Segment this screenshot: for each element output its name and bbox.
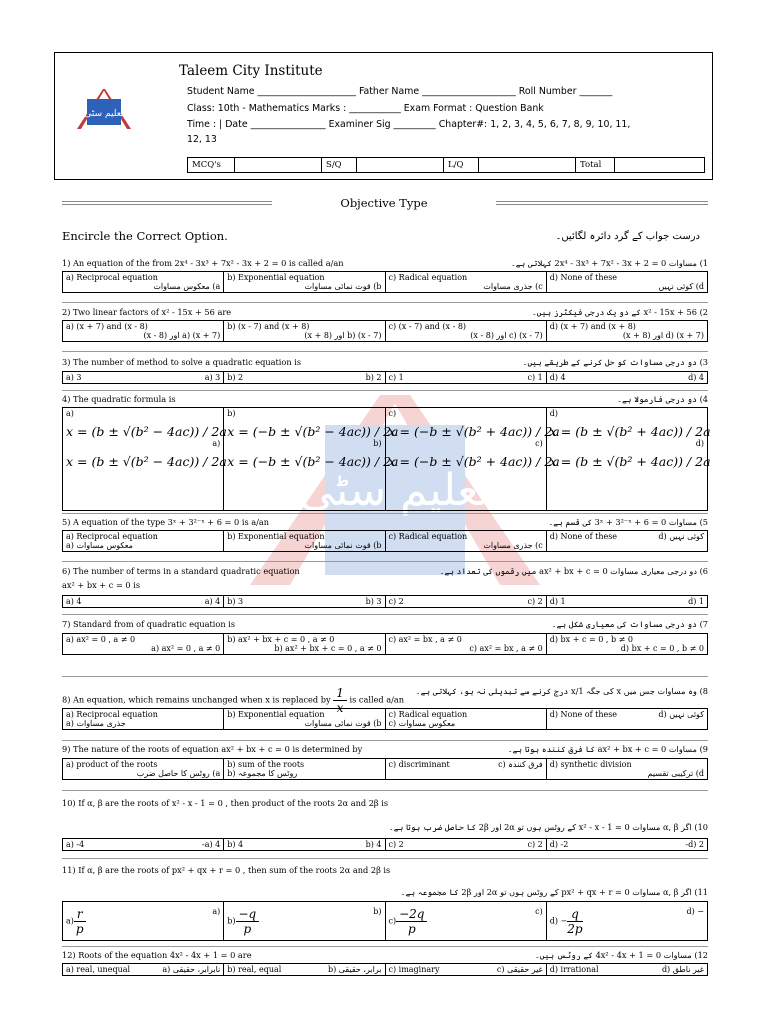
option-en: a) real, unequal: [66, 965, 131, 974]
question-10-en: 10) If α, β are the roots of x² - x - 1 = 0 , then product of the roots 2α and 2β is: [62, 798, 389, 808]
option-en: d) None of these: [549, 710, 618, 719]
option-ur: c) جذری مساوات: [483, 282, 543, 291]
option-a[interactable]: [63, 964, 224, 976]
option-c[interactable]: [385, 634, 546, 655]
option-en: d) bx + c = 0 , b ≠ 0: [549, 635, 633, 644]
option-ur: d) 1: [688, 597, 704, 606]
option-a[interactable]: [63, 839, 224, 851]
option-ur: d) کوئی نہیں: [658, 532, 704, 541]
marks-label-lq: L/Q: [444, 158, 479, 173]
options-q10: [62, 838, 708, 851]
option-ur: b): [373, 906, 382, 916]
question-separator: [62, 390, 708, 391]
question-5-ur: 5) مساوات 3ˣ + 3²⁻ˣ + 6 = 0 کی قسم ہے۔: [548, 517, 708, 527]
options-q11: [62, 901, 708, 941]
option-b[interactable]: [224, 902, 385, 941]
option-ur: c) غیر حقیقی: [496, 965, 543, 974]
logo-text: تعلیم سٹی: [84, 109, 124, 119]
option-en: d): [549, 409, 558, 418]
question-10: [62, 798, 708, 810]
option-b[interactable]: [224, 596, 385, 608]
option-en: a) Reciprocal equation: [66, 532, 158, 541]
option-d[interactable]: [546, 272, 707, 293]
option-en: d) 4: [549, 373, 566, 382]
option-c[interactable]: [385, 408, 560, 511]
option-en: b): [227, 409, 236, 418]
question-11-ur-line: [62, 887, 708, 899]
option-en: c) Radical equation: [388, 532, 468, 541]
option-en: d) synthetic division: [549, 760, 632, 769]
option-d[interactable]: [546, 839, 707, 851]
option-b[interactable]: [224, 272, 385, 293]
question-6-en-line2: ax² + bx + c = 0 is: [62, 580, 141, 590]
option-en: d) -2: [549, 840, 569, 849]
option-a[interactable]: [63, 902, 224, 941]
option-d[interactable]: [546, 964, 707, 976]
question-3-ur: 3) دو درجی مساوات کو حل کرنے کے طریقے ہیں۔: [522, 357, 708, 367]
option-ur: b) 2: [365, 373, 382, 382]
option-ur: d): [695, 439, 704, 448]
option-ur: b) 3: [365, 597, 382, 606]
option-en: b) Exponential equation: [227, 710, 325, 719]
formula-1: x = (−b ± √(b² − 4ac)) / 2a: [227, 424, 399, 439]
fraction-numerator: q: [567, 907, 582, 922]
question-12: [62, 950, 708, 962]
options-q6: [62, 595, 708, 608]
option-d[interactable]: [546, 531, 707, 552]
institute-logo: [75, 87, 133, 131]
option-d[interactable]: [546, 759, 707, 780]
option-en: a) (x + 7) and (x - 8): [66, 322, 148, 331]
question-6-en: 6) The number of terms in a standard quadratic equation: [62, 566, 300, 576]
question-11-ur: 11) اگر α, β مساوات px² + qx + r = 0 کے روٹس ہوں تو 2α اور 2β کا مجموعہ ہے۔: [400, 887, 708, 897]
option-b[interactable]: [224, 408, 399, 511]
marks-table: [187, 157, 705, 173]
option-ur: a) ax² = 0 , a ≠ 0: [151, 644, 221, 653]
option-en: c) 1: [388, 373, 404, 382]
marks-box-mcq: [235, 158, 322, 173]
option-a[interactable]: [63, 321, 224, 342]
option-ur: -d) 2: [685, 840, 704, 849]
option-b[interactable]: [224, 964, 385, 976]
question-5: [62, 517, 708, 529]
question-7-ur: 7) دو درجی مساوات کی معیاری شکل ہے۔: [551, 619, 708, 629]
student-info-line: Student Name _____________________ Father Name ____________________ Roll Number _______: [187, 86, 613, 97]
options-q7: [62, 633, 708, 655]
option-en: c) (x - 7) and (x - 8): [388, 322, 467, 331]
marks-label-mcq: MCQ's: [188, 158, 235, 173]
question-11-en: 11) If α, β are the roots of px² + qx + r = 0 , then sum of the roots 2α and 2β is: [62, 865, 391, 875]
chapter-info-line: 12, 13: [187, 134, 217, 145]
question-separator: [62, 351, 708, 352]
question-separator: [62, 614, 708, 615]
options-q12: [62, 963, 708, 976]
question-3-en: 3) The number of method to solve a quadratic equation is: [62, 357, 302, 367]
option-ur: c): [535, 906, 543, 916]
option-b[interactable]: [224, 321, 385, 342]
question-separator: [62, 946, 708, 947]
option-ur: a) جذری مساوات: [66, 719, 126, 728]
time-info-line: Time : | Date ________________ Examiner Sig _________ Chapter#: 1, 2, 3, 4, 5, 6, 7, 8, 9, 10, 11,: [187, 119, 631, 130]
option-en: b): [227, 916, 236, 925]
option-ur: d) کوئی نہیں: [658, 710, 704, 719]
formula-1: x = (b ± √(b² − 4ac)) / 2a: [66, 424, 227, 439]
option-b[interactable]: [224, 709, 385, 730]
option-en: c) imaginary: [388, 965, 440, 974]
option-ur: b) (x - 7) اور (x + 8): [304, 331, 382, 340]
option-ur: b) قوت نمائی مساوات: [304, 541, 382, 550]
option-c[interactable]: [385, 709, 546, 730]
formula-2: x = (b ± √(b² − 4ac)) / 2a: [66, 454, 227, 469]
question-4-ur: 4) دو درجی فارمولا ہے۔: [617, 394, 708, 404]
question-9: [62, 744, 708, 756]
question-1: [62, 258, 708, 270]
question-9-en: 9) The nature of the roots of equation ax² + bx + c = 0 is determined by: [62, 744, 363, 754]
option-a[interactable]: [63, 372, 224, 384]
option-en: b) Exponential equation: [227, 532, 325, 541]
option-c[interactable]: [385, 759, 546, 780]
question-8-text: 8) An equation, which remains unchanged when x is replaced by: [62, 694, 331, 705]
fraction-numerator: −2q: [396, 907, 427, 922]
option-en: a) 4: [66, 597, 82, 606]
option-c[interactable]: [385, 272, 546, 293]
option-a[interactable]: [63, 596, 224, 608]
fraction-denominator: p: [75, 921, 84, 936]
option-ur: d) غیر ناطق: [661, 965, 704, 974]
option-a[interactable]: [63, 709, 224, 730]
option-en: d) irrational: [549, 965, 599, 974]
header-box: [54, 52, 713, 180]
option-en: b) sum of the roots: [227, 760, 305, 769]
options-q1: [62, 271, 708, 293]
option-d[interactable]: [546, 902, 707, 941]
question-separator: [62, 561, 708, 562]
options-q9: [62, 758, 708, 780]
option-c[interactable]: [385, 964, 546, 976]
fraction: [396, 907, 427, 936]
option-ur: b) ax² + bx + c = 0 , a ≠ 0: [274, 644, 382, 653]
marks-label-total: Total: [576, 158, 615, 173]
option-d[interactable]: [546, 634, 707, 655]
question-7: [62, 619, 708, 631]
option-ur: d) bx + c = 0 , b ≠ 0: [620, 644, 704, 653]
question-separator: [62, 513, 708, 514]
option-en: c) Radical equation: [388, 710, 468, 719]
option-d[interactable]: [546, 408, 711, 511]
option-ur: a) معکوس مساوات: [66, 541, 133, 550]
option-ur: b): [373, 439, 382, 448]
option-c[interactable]: [385, 372, 546, 384]
question-4-en: 4) The quadratic formula is: [62, 394, 176, 404]
question-1-en: 1) An equation of the from 2x⁴ - 3x³ + 7x² - 3x + 2 = 0 is called a/an: [62, 258, 344, 268]
question-10-ur: 10) اگر α, β مساوات x² - x - 1 = 0 کے روٹس ہوں تو 2α اور 2β کا حاصل ضرب ہوتا ہے۔: [388, 822, 708, 832]
option-d[interactable]: [546, 709, 707, 730]
marks-label-sq: S/Q: [322, 158, 357, 173]
option-ur: c) جذری مساوات: [483, 541, 543, 550]
option-ur: a) 3: [204, 373, 221, 382]
option-c[interactable]: [385, 902, 546, 941]
question-7-en: 7) Standard from of quadratic equation is: [62, 619, 236, 629]
option-en: c): [388, 916, 397, 925]
option-en: c) 2: [388, 840, 404, 849]
fraction: [236, 907, 260, 936]
option-en: a) -4: [66, 840, 85, 849]
option-ur: d) −: [686, 906, 704, 916]
option-b[interactable]: [224, 634, 385, 655]
option-ur: b) قوت نمائی مساوات: [304, 719, 382, 728]
option-en: a) Reciprocal equation: [66, 710, 158, 719]
option-ur: d) 4: [688, 373, 704, 382]
option-en: b) 4: [227, 840, 244, 849]
option-en: c) discriminant: [388, 760, 450, 769]
option-ur: a): [212, 439, 221, 448]
formula-2: x = (−b ± √(b² − 4ac)) / 2a: [227, 454, 399, 469]
options-q8: [62, 708, 708, 730]
option-ur: c) 1: [527, 373, 543, 382]
options-q4: [62, 407, 711, 511]
option-ur: a) (x + 7) اور (x - 8): [143, 331, 221, 340]
instruction-ur: درست جواب کے گرد دائرہ لگائیں۔: [555, 231, 700, 242]
option-b[interactable]: [224, 531, 385, 552]
option-en: a): [66, 409, 74, 418]
option-en: c) 2: [388, 597, 404, 606]
option-ur: b) 4: [365, 840, 382, 849]
question-separator: [62, 858, 708, 859]
option-ur: a) 4: [204, 597, 221, 606]
fraction: [567, 907, 582, 936]
fraction-numerator: 1: [333, 686, 347, 701]
option-ur: c): [535, 439, 543, 448]
question-separator: [62, 302, 708, 303]
question-6-ur: 6) دو درجی معیاری مساوات ax² + bx + c = 0 میں رقموں کی تعداد ہے۔: [439, 566, 708, 576]
option-b[interactable]: [224, 839, 385, 851]
question-12-en: 12) Roots of the equation 4x² - 4x + 1 = 0 are: [62, 950, 252, 960]
option-ur: b) روٹس کا مجموعہ: [227, 769, 298, 778]
class-info-line: Class: 10th - Mathematics Marks : ___________ Exam Format : Question Bank: [187, 103, 544, 114]
option-c[interactable]: [385, 531, 546, 552]
fraction-numerator: r: [74, 907, 86, 922]
option-ur: b) قوت نمائی مساوات: [304, 282, 382, 291]
fraction-denominator: p: [407, 921, 416, 936]
option-ur: a): [212, 906, 221, 916]
option-a[interactable]: [63, 531, 224, 552]
question-separator: [62, 676, 708, 677]
question-8-ur: 8) وہ مساوات جس میں x کی جگہ 1/x درج کرنے سے تبدیلی نہ ہو، کہلاتی ہے۔: [415, 686, 708, 696]
option-en: b) real, equal: [227, 965, 282, 974]
option-ur: b) برابر، حقیقی: [327, 965, 382, 974]
option-en: d) 1: [549, 597, 566, 606]
option-a[interactable]: [63, 272, 224, 293]
options-q2: [62, 320, 708, 342]
option-ur: c) فرق کنندہ: [498, 760, 543, 769]
question-separator: [62, 790, 708, 791]
option-c[interactable]: [385, 596, 546, 608]
question-5-en: 5) A equation of the type 3ˣ + 3²⁻ˣ + 6 = 0 is a/an: [62, 517, 270, 527]
option-en: a) ax² = 0 , a ≠ 0: [66, 635, 136, 644]
option-ur: d) (x + 7) اور (x + 8): [622, 331, 704, 340]
option-b[interactable]: [224, 759, 385, 780]
question-11: [62, 865, 708, 877]
option-ur: c) 2: [527, 597, 543, 606]
question-2: [62, 307, 708, 319]
option-en: b) ax² + bx + c = 0 , a ≠ 0: [227, 635, 335, 644]
institute-name: Taleem City Institute: [179, 63, 323, 79]
question-4: [62, 394, 708, 406]
option-ur: c) ax² = bx , a ≠ 0: [469, 644, 543, 653]
question-10-ur-line: [62, 822, 708, 834]
option-c[interactable]: [385, 321, 546, 342]
option-ur: c) معکوس مساوات: [388, 719, 456, 728]
option-en: d) (x + 7) and (x + 8): [549, 322, 636, 331]
option-en: a): [66, 916, 74, 925]
question-3: [62, 357, 708, 369]
fraction-denominator: 2p: [567, 921, 583, 936]
option-c[interactable]: [385, 839, 546, 851]
option-en: a) product of the roots: [66, 760, 158, 769]
marks-box-lq: [479, 158, 576, 173]
marks-box-total: [615, 158, 705, 173]
formula-1: x = (b ± √(b² + 4ac)) / 2a: [549, 424, 711, 439]
marks-box-sq: [357, 158, 444, 173]
question-2-en: 2) Two linear factors of x² - 15x + 56 are: [62, 307, 232, 317]
option-en: d) None of these: [549, 532, 618, 541]
option-a[interactable]: [63, 634, 224, 655]
option-en: b) 3: [227, 597, 244, 606]
options-q5: [62, 530, 708, 552]
option-en: c) Radical equation: [388, 273, 468, 282]
option-en: d) −: [549, 916, 568, 925]
option-ur: a) معکوس مساوات: [153, 282, 221, 291]
option-en: c): [388, 409, 397, 418]
option-ur: d) کوئی نہیں: [658, 282, 704, 291]
option-ur: c) (x - 7) اور (x - 8): [470, 331, 543, 340]
question-separator: [62, 740, 708, 741]
options-q3: [62, 371, 708, 384]
fraction-denominator: x: [336, 701, 344, 715]
option-d[interactable]: [546, 596, 707, 608]
option-en: a) 3: [66, 373, 82, 382]
option-ur: c) 2: [527, 840, 543, 849]
formula-2: x = (b ± √(b² + 4ac)) / 2a: [549, 454, 711, 469]
option-en: b) 2: [227, 373, 244, 382]
option-a[interactable]: [63, 759, 224, 780]
fraction-denominator: p: [243, 921, 252, 936]
fraction-numerator: −q: [236, 907, 260, 922]
option-ur: d) ترکیبی تقسیم: [647, 769, 704, 778]
question-1-ur: 1) مساوات 2x⁴ - 3x³ + 7x² - 3x + 2 = 0 کہلاتی ہے۔: [510, 258, 708, 268]
question-12-ur: 12) مساوات 4x² - 4x + 1 = 0 کے روٹس ہیں۔: [534, 950, 708, 960]
formula-2: x = (−b ± √(b² + 4ac)) / 2a: [388, 454, 560, 469]
section-title: Objective Type: [340, 196, 428, 210]
option-en: a) Reciprocal equation: [66, 273, 158, 282]
option-a[interactable]: [63, 408, 227, 511]
fraction: [74, 907, 86, 936]
question-6: [62, 566, 708, 590]
option-en: d) None of these: [549, 273, 618, 282]
question-9-ur: 9) مساوات ax² + bx + c = 0 کا فرق کنندہ ہوتا ہے۔: [507, 744, 708, 754]
watermark-text: تعلیم سٹی: [299, 465, 491, 516]
option-d[interactable]: [546, 321, 707, 342]
instruction-en: Encircle the Correct Option.: [62, 229, 228, 243]
question-8-tail: is called a/an: [349, 694, 405, 705]
option-ur: a) نابرابر، حقیقی: [162, 965, 221, 974]
option-b[interactable]: [224, 372, 385, 384]
option-en: b) (x - 7) and (x + 8): [227, 322, 310, 331]
question-2-ur: 2) x² - 15x + 56 کے دو یک درجی فیکٹرز ہیں۔: [532, 307, 708, 317]
option-d[interactable]: [546, 372, 707, 384]
formula-1: x = (−b ± √(b² + 4ac)) / 2a: [388, 424, 560, 439]
option-en: c) ax² = bx , a ≠ 0: [388, 635, 462, 644]
option-en: b) Exponential equation: [227, 273, 325, 282]
option-ur: -a) 4: [202, 840, 221, 849]
option-ur: a) روٹس کا حاصل ضرب: [136, 769, 221, 778]
